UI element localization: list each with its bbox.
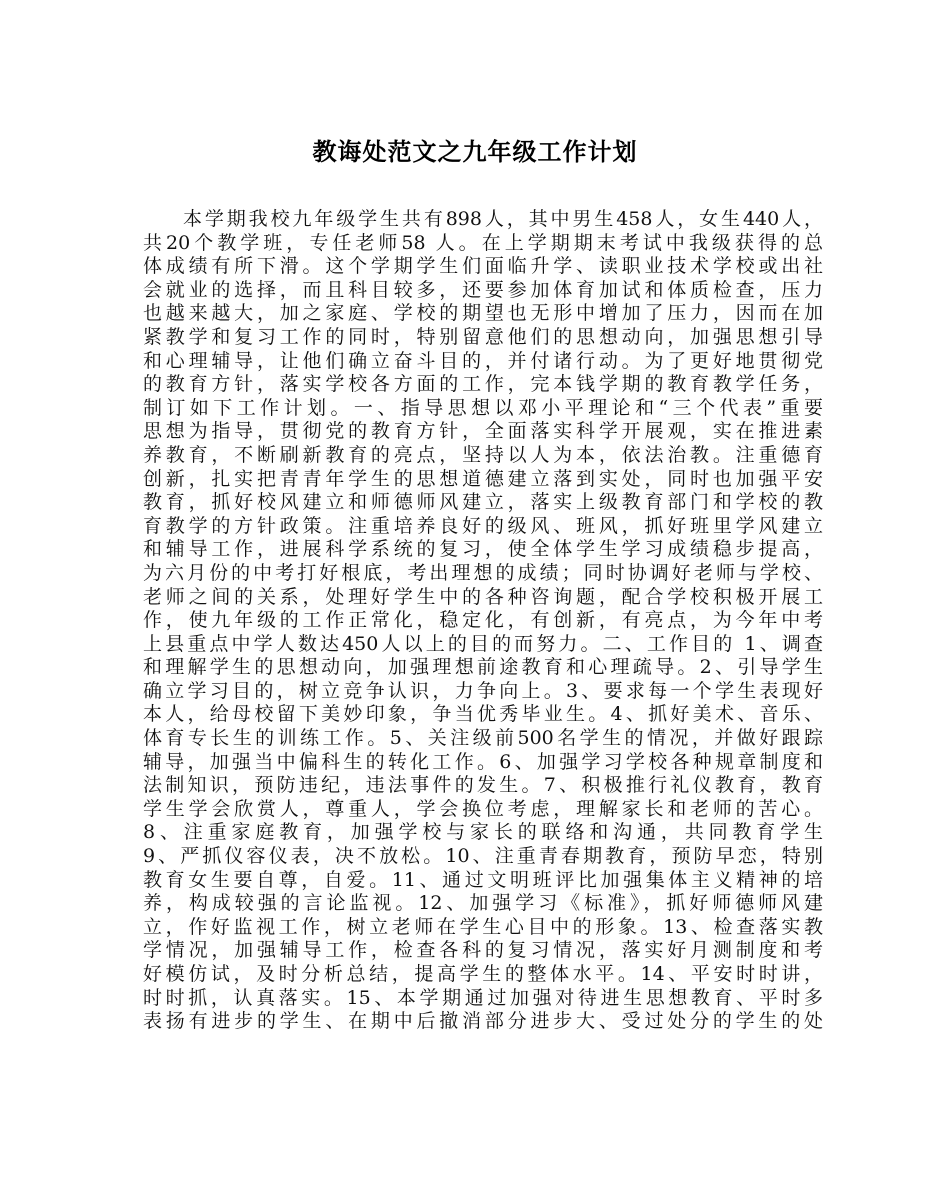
body-line: 立，作好监视工作，树立老师在学生心目中的形象。13、检查落实教: [143, 915, 823, 938]
body-line: 本人，给母校留下美妙印象，争当优秀毕业生。4、抓好美术、音乐、: [143, 703, 823, 726]
body-line: 教育女生要自尊，自爱。11、通过文明班评比加强集体主义精神的培: [143, 868, 823, 891]
body-line: 学情况，加强辅导工作，检查各科的复习情况，落实好月测制度和考: [143, 939, 823, 962]
document-title: 教诲处范文之九年级工作计划: [312, 137, 638, 166]
body-line: 老师之间的关系，处理好学生中的各种咨询题，配合学校积极开展工: [143, 585, 823, 608]
body-line: 8、注重家庭教育，加强学校与家长的联络和沟通，共同教育学生: [143, 821, 823, 844]
body-line: 9、严抓仪容仪表，决不放松。10、注重青春期教育，预防早恋，特别: [143, 845, 823, 868]
body-line: 法制知识，预防违纪，违法事件的发生。7、积极推行礼仪教育，教育: [143, 774, 823, 797]
body-line: 创新，扎实把青青年学生的思想道德建立落到实处，同时也加强平安: [143, 467, 823, 490]
body-line: 表扬有进步的学生、在期中后撤消部分进步大、受过处分的学生的处: [143, 1010, 823, 1033]
body-line: 思想为指导，贯彻党的教育方针，全面落实科学开展观，实在推进素: [143, 420, 823, 443]
body-line: 育教学的方针政策。注重培养良好的级风、班风，抓好班里学风建立: [143, 514, 823, 537]
body-line: 和心理辅导，让他们确立奋斗目的，并付诸行动。为了更好地贯彻党: [143, 349, 823, 372]
body-line: 为六月份的中考打好根底，考出理想的成绩；同时协调好老师与学校、: [143, 561, 823, 584]
body-line: 养教育，不断刷新教育的亮点，坚持以人为本，依法治教。注重德育: [143, 443, 823, 466]
document-body: [143, 208, 823, 1034]
body-line: 养，构成较强的言论监视。12、加强学习《标准》，抓好师德师风建: [143, 892, 823, 915]
body-line: 学生学会欣赏人，尊重人，学会换位考虑，理解家长和老师的苦心。: [143, 797, 823, 820]
body-line: 紧教学和复习工作的同时，特别留意他们的思想动向，加强思想引导: [143, 325, 823, 348]
body-line: 体育专长生的训练工作。5、关注级前500名学生的情况，并做好跟踪: [143, 727, 823, 750]
body-line: 作，使九年级的工作正常化，稳定化，有创新，有亮点，为今年中考: [143, 609, 823, 632]
body-line: 会就业的选择，而且科目较多，还要参加体育加试和体质检查，压力: [143, 278, 823, 301]
body-line: 好模仿试，及时分析总结，提高学生的整体水平。14、平安时时讲，: [143, 963, 823, 985]
body-line: 也越来越大，加之家庭、学校的期望也无形中增加了压力，因而在加: [143, 302, 823, 325]
body-line: 辅导，加强当中偏科生的转化工作。6、加强学习学校各种规章制度和: [143, 750, 823, 773]
body-line: 和辅导工作，进展科学系统的复习，使全体学生学习成绩稳步提高，: [143, 538, 823, 561]
body-line: 和理解学生的思想动向，加强理想前途教育和心理疏导。2、引导学生: [143, 656, 823, 679]
body-line: 体成绩有所下滑。这个学期学生们面临升学、读职业技术学校或出社: [143, 255, 823, 278]
body-line: 教育，抓好校风建立和师德师风建立，落实上级教育部门和学校的教: [143, 491, 823, 514]
body-line: 上县重点中学人数达450人以上的目的而努力。二、工作目的 1、调查: [143, 632, 823, 655]
body-line: 时时抓，认真落实。15、本学期通过加强对待进生思想教育、平时多: [143, 986, 823, 1009]
body-line: 确立学习目的，树立竞争认识，力争向上。3、要求每一个学生表现好: [143, 679, 823, 702]
body-line: 的教育方针，落实学校各方面的工作，完本钱学期的教育教学任务，: [143, 373, 823, 396]
body-line: 制订如下工作计划。一、指导思想以邓小平理论和“三个代表”重要: [143, 396, 823, 419]
body-line: 共20个教学班，专任老师58 人。在上学期期末考试中我级获得的总: [143, 231, 823, 254]
body-line: 本学期我校九年级学生共有898人，其中男生458人，女生440人，: [183, 208, 823, 230]
